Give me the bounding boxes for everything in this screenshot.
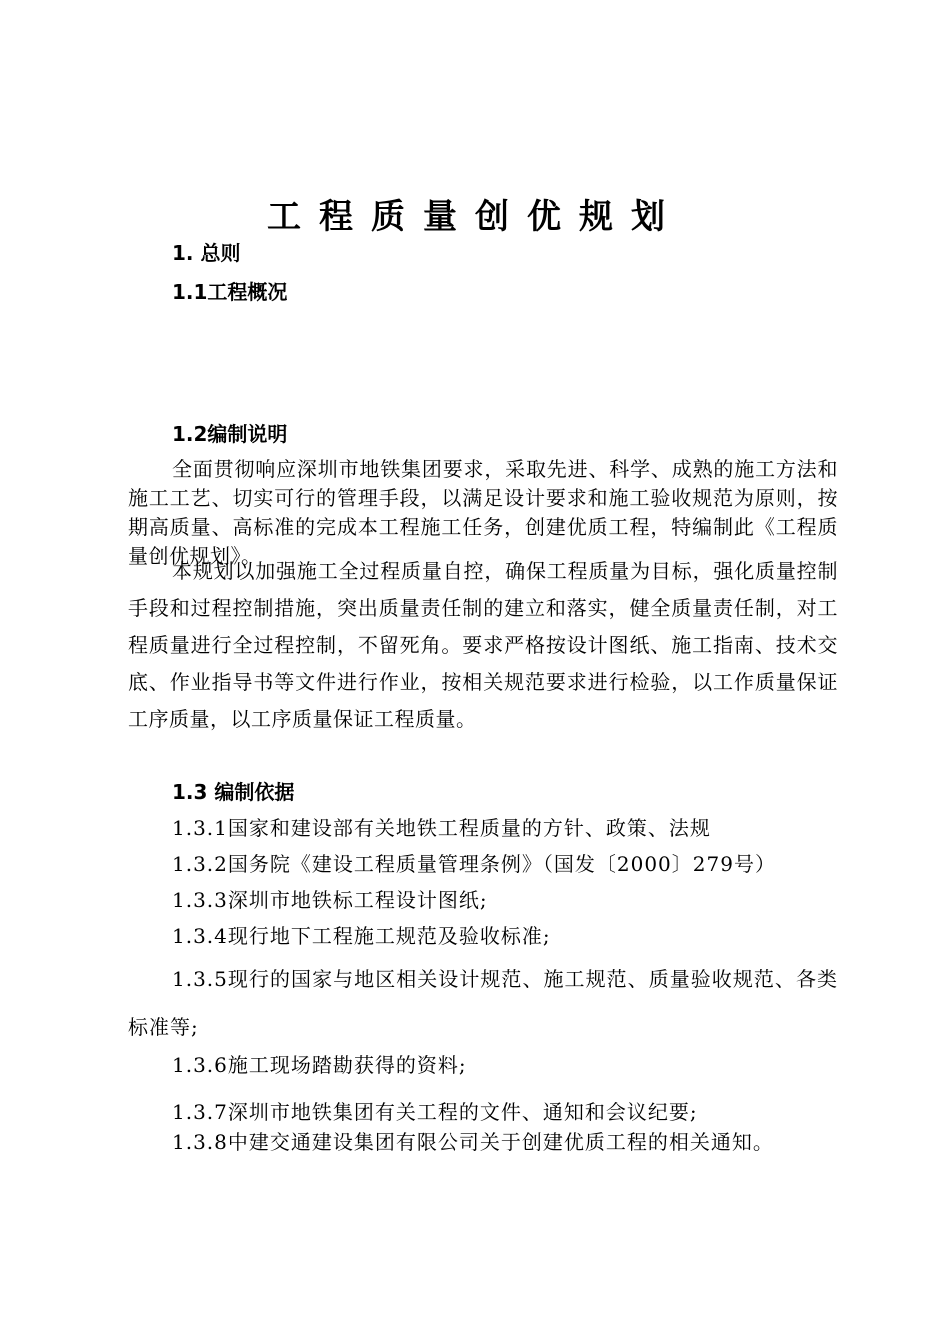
section-heading-project-overview: 1.1工程概况 — [172, 280, 288, 304]
paragraph-compilation-purpose: 全面贯彻响应深圳市地铁集团要求，采取先进、科学、成熟的施工方法和施工工艺、切实可行的管理手段，以满足设计要求和施工验收规范为原则，按期高质量、高标准的完成本工程施工任务，创建优质工程，特编制此《工程质量创优规划》。 — [128, 457, 838, 568]
basis-item-2: 1.3.2国务院《建设工程质量管理条例》（国发〔2000〕279号） — [172, 852, 776, 876]
section-heading-compilation-notes: 1.2编制说明 — [172, 422, 288, 446]
basis-item-7: 1.3.7深圳市地铁集团有关工程的文件、通知和会议纪要; — [172, 1100, 698, 1124]
basis-item-3: 1.3.3深圳市地铁标工程设计图纸; — [172, 888, 488, 912]
basis-item-8: 1.3.8中建交通建设集团有限公司关于创建优质工程的相关通知。 — [172, 1130, 774, 1154]
basis-item-1: 1.3.1国家和建设部有关地铁工程质量的方针、政策、法规 — [172, 816, 711, 840]
document-title: 工程质量创优规划 — [267, 197, 683, 237]
basis-item-6: 1.3.6施工现场踏勘获得的资料; — [172, 1053, 467, 1077]
section-heading-general: 1. 总则 — [172, 241, 241, 265]
paragraph-quality-control: 本规划以加强施工全过程质量自控，确保工程质量为目标，强化质量控制手段和过程控制措施，突出质量责任制的建立和落实，健全质量责任制，对工程质量进行全过程控制，不留死角。要求严格按设计图纸、施工指南、技术交底、作业指导书等文件进行作业，按相关规范要求进行检验，以工作质量保证工序质量，以工序质量保证工程质量。 — [128, 559, 838, 731]
basis-item-4: 1.3.4现行地下工程施工规范及验收标准; — [172, 924, 551, 948]
section-heading-compilation-basis: 1.3 编制依据 — [172, 780, 295, 804]
basis-item-5: 1.3.5现行的国家与地区相关设计规范、施工规范、质量验收规范、各类标准等; — [128, 967, 838, 1039]
